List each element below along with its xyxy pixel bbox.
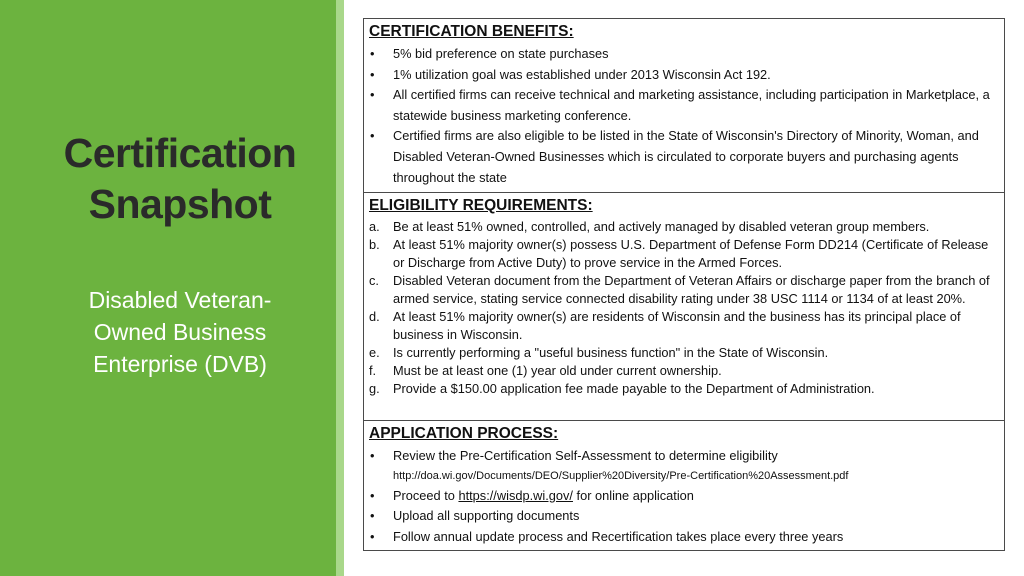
list-item [369,486,998,507]
certification-benefits-panel [363,18,1005,193]
step-text: Follow annual update process and Recertification takes place every three years [393,528,844,544]
list-item [369,362,998,380]
slide-subtitle-line: Enterprise (DVB) [93,351,267,378]
bullet-icon: • [370,487,375,503]
list-marker: b. [369,237,380,252]
bullet-icon: • [370,46,375,61]
benefit-text: All certified firms can receive technical and marketing assistance, including participation in Marketplace, a statewide business marketing conference. [393,87,990,123]
slide-title-line: Certification [63,130,297,176]
list-marker: g. [369,381,380,396]
list-item [369,236,998,272]
list-marker: c. [369,273,379,288]
requirement-text: Be at least 51% owned, controlled, and actively managed by disabled veteran group members. [393,219,930,234]
requirement-text: At least 51% majority owner(s) possess U.S. Department of Defense Form DD214 (Certificate of Release or Discharge from Active Duty) to prove service in the Armed Forces. [393,237,989,270]
application-process-panel [363,420,1005,551]
step-text: Upload all supporting documents [393,508,580,524]
list-item [369,446,998,467]
list-marker: f. [369,363,377,378]
self-assessment-url: http://doa.wi.gov/Documents/DEO/Supplier%20Diversity/Pre-Certification%20Assessment.pdf [393,469,849,482]
list-marker: a. [369,219,380,234]
list-item [369,344,998,362]
eligibility-list [369,218,998,398]
requirement-text: Disabled Veteran document from the Department of Veteran Affairs or discharge paper from the branch of armed service, stating service connected disability rating under 38 USC 1114 or 1134 of at least 20%. [393,273,990,306]
bullet-icon: • [370,128,375,144]
slide-subtitle-line: Disabled Veteran- [88,287,272,313]
requirement-text: Must be at least one (1) year old under current ownership. [393,363,722,378]
eligibility-heading: ELIGIBILITY REQUIREMENTS: [369,197,593,214]
step-text: Proceed to [393,487,459,503]
requirement-text: Provide a $150.00 application fee made payable to the Department of Administration. [393,381,875,396]
list-item [369,527,998,548]
bullet-icon: • [370,87,375,103]
bullet-icon: • [370,448,375,463]
list-item [369,506,998,527]
list-item [369,380,998,398]
list-item [369,126,998,188]
application-list [369,446,998,467]
benefit-text: Certified firms are also eligible to be listed in the State of Wisconsin's Directory of Minority, Woman, and Disabled Veteran-Owned Businesses which is circulated to corporate buyers and purchasing agents throughout the state [393,128,979,185]
requirement-text: At least 51% majority owner(s) are residents of Wisconsin and the business has its principal place of business in Wisconsin. [393,309,961,342]
benefit-text: 5% bid preference on state purchases [393,46,609,61]
requirement-text: Is currently performing a "useful business function" in the State of Wisconsin. [393,345,829,360]
list-marker: e. [369,345,380,360]
list-item [369,218,998,236]
step-text: Review the Pre-Certification Self-Assessment to determine eligibility [393,448,778,463]
slide-subtitle-line: Owned Business [93,319,267,346]
wisdp-link[interactable]: https://wisdp.wi.gov/ [458,487,573,503]
slide-title-line: Snapshot [88,180,272,227]
list-item [369,44,998,65]
application-list [369,486,998,548]
benefits-heading: CERTIFICATION BENEFITS: [369,23,574,40]
benefit-text: 1% utilization goal was established under 2013 Wisconsin Act 192. [393,66,771,82]
list-item [369,272,998,308]
list-marker: d. [369,309,380,324]
step-text: for online application [572,487,694,503]
slide-subtitle [10,284,350,381]
bullet-icon: • [370,508,375,524]
bullet-icon: • [370,66,375,82]
eligibility-requirements-panel [363,192,1005,421]
slide-title [10,128,350,230]
bullet-icon: • [370,528,375,544]
list-item [369,85,998,126]
application-heading: APPLICATION PROCESS: [369,425,559,442]
list-item [369,65,998,86]
list-item [369,308,998,344]
benefits-list [369,44,998,188]
